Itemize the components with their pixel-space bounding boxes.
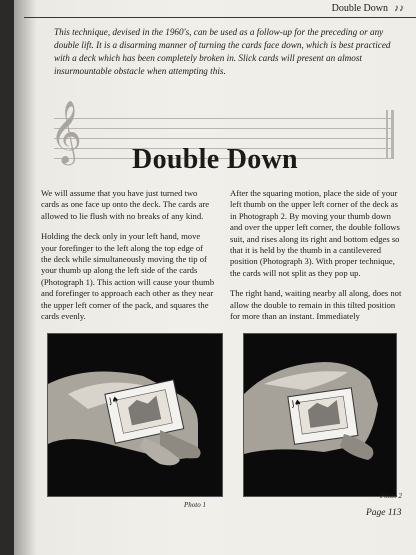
- left-paragraph-2: Holding the deck only in your left hand, move your forefinger to the left along the top edge of the deck while simultaneously moving the tip of your thumb up along the left side of the cards (Photograph 1). This action will cause your thumb and forefinger to approach each other as they near the upper left corner of the pack, and squares the cards evenly.: [41, 231, 215, 322]
- left-paragraph-1: We will assume that you have just turned two cards as one face up onto the deck. The cards are allowed to lie flush with no breaks of any kind.: [41, 188, 210, 221]
- book-page: [14, 0, 416, 555]
- page-gutter-shadow: [14, 0, 36, 555]
- right-paragraph-2: The right hand, waiting nearby all along, does not allow the double to remain in this tilted position for more than an instant. Immediately: [230, 288, 402, 322]
- page-number: Page 113: [366, 508, 402, 518]
- right-paragraph-1: After the squaring motion, place the side of your left thumb on the upper left corner of the deck as in Photograph 2. By moving your thumb down and over the upper left corner, the double follows suit, and rises along its right and bottom edges so that it is held by the thumb in a cantilevered position (Photograph 3). With proper technique, the cards will not split as they pop up.: [230, 188, 400, 278]
- left-text-column: [41, 188, 215, 331]
- photo-2-image: [243, 333, 397, 497]
- treble-clef-icon: 𝄞: [50, 100, 82, 163]
- photo-1-caption: Photo 1: [184, 501, 206, 509]
- header-rule: [24, 17, 416, 18]
- right-text-column: [230, 188, 404, 331]
- running-head: Double Down: [331, 3, 388, 14]
- svg-text:J♠: J♠: [291, 397, 302, 409]
- chapter-title: Double Down: [132, 144, 298, 175]
- photo-2-caption: Photo 2: [380, 492, 402, 500]
- svg-text:J♠: J♠: [108, 394, 120, 406]
- intro-paragraph: This technique, devised in the 1960's, can be used as a follow-up for the preceding or any double lift. It is a disarming manner of turning the cards face down, which is best practiced with a deck which has been completely broken in. Slick cards will present an almost insurmountable obstacle when attempting this.: [54, 27, 391, 76]
- photo-1-image: [47, 333, 223, 497]
- music-notes-icon: ♪♪: [394, 3, 404, 14]
